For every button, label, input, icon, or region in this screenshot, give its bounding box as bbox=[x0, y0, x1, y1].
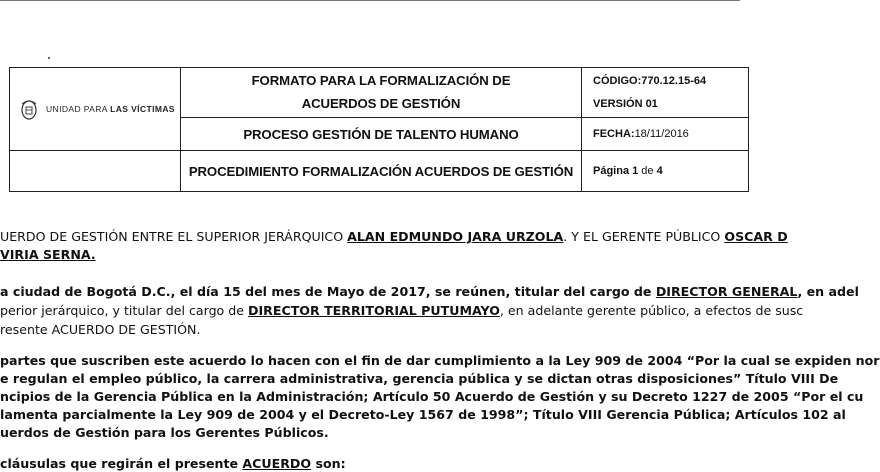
format-title: FORMATO PARA LA FORMALIZACIÓN DE ACUERDOS DE GESTIÓN bbox=[181, 68, 582, 118]
paragraph-1-line3: resente ACUERDO DE GESTIÓN. bbox=[0, 322, 201, 337]
paragraph-2-line1: partes que suscriben este acuerdo lo hacen con el fin de dar cumplimiento a la Ley 909 de 2004 “Por la cual se expiden nor bbox=[0, 353, 880, 368]
scan-speck bbox=[48, 57, 50, 59]
logo-text: UNIDAD PARA LAS VÍCTIMAS bbox=[46, 104, 175, 114]
code-version-cell bbox=[582, 68, 749, 118]
organization-logo bbox=[10, 97, 180, 121]
paragraph-2-line2: e regulan el empleo público, la carrera administrativa, gerencia pública y se dictan otras disposiciones” Título VIII De bbox=[0, 371, 839, 386]
paragraph-2-line3: ncipios de la Gerencia Pública en la Administración; Artículo 50 Acuerdo de Gestión y su Decreto 1227 de 2005 “Por el cu bbox=[0, 389, 864, 404]
page-top-border bbox=[0, 0, 740, 1]
document-header-table bbox=[9, 67, 749, 192]
document-date: FECHA:18/11/2016 bbox=[582, 118, 749, 151]
paragraph-1-line1: a ciudad de Bogotá D.C., el día 15 del mes de Mayo de 2017, se reúnen, titular del cargo de DIRECTOR GENERAL, en adel bbox=[0, 284, 859, 299]
logo-cell-bottom bbox=[10, 151, 181, 192]
paragraph-1-line2: perior jerárquico, y titular del cargo de DIRECTOR TERRITORIAL PUTUMAYO, en adelante gerente público, a efectos de susc bbox=[0, 303, 804, 318]
agreement-title-line2: VIRIA SERNA. bbox=[0, 247, 96, 262]
procedure-title: PROCEDIMIENTO FORMALIZACIÓN ACUERDOS DE GESTIÓN bbox=[181, 151, 582, 192]
clauses-intro: cláusulas que regirán el presente ACUERDO son: bbox=[0, 456, 346, 471]
document-code: CÓDIGO:770.12.15-64 bbox=[593, 75, 707, 87]
process-title: PROCESO GESTIÓN DE TALENTO HUMANO bbox=[181, 118, 582, 151]
coat-of-arms-icon bbox=[18, 97, 40, 121]
paragraph-2-line5: uerdos de Gestión para los Gerentes Públicos. bbox=[0, 425, 329, 440]
page-number: Página 1 de 4 bbox=[582, 151, 749, 192]
document-version: VERSIÓN 01 bbox=[593, 98, 658, 110]
agreement-title-line1: UERDO DE GESTIÓN ENTRE EL SUPERIOR JERÁRQUICO ALAN EDMUNDO JARA URZOLA. Y EL GERENTE PÚBLICO OSCAR D bbox=[0, 229, 788, 244]
logo-cell bbox=[10, 68, 181, 151]
paragraph-2-line4: lamenta parcialmente la Ley 909 de 2004 y el Decreto-Ley 1567 de 1998”; Título VIII Gerencia Pública; Artículos 102 al bbox=[0, 407, 846, 422]
